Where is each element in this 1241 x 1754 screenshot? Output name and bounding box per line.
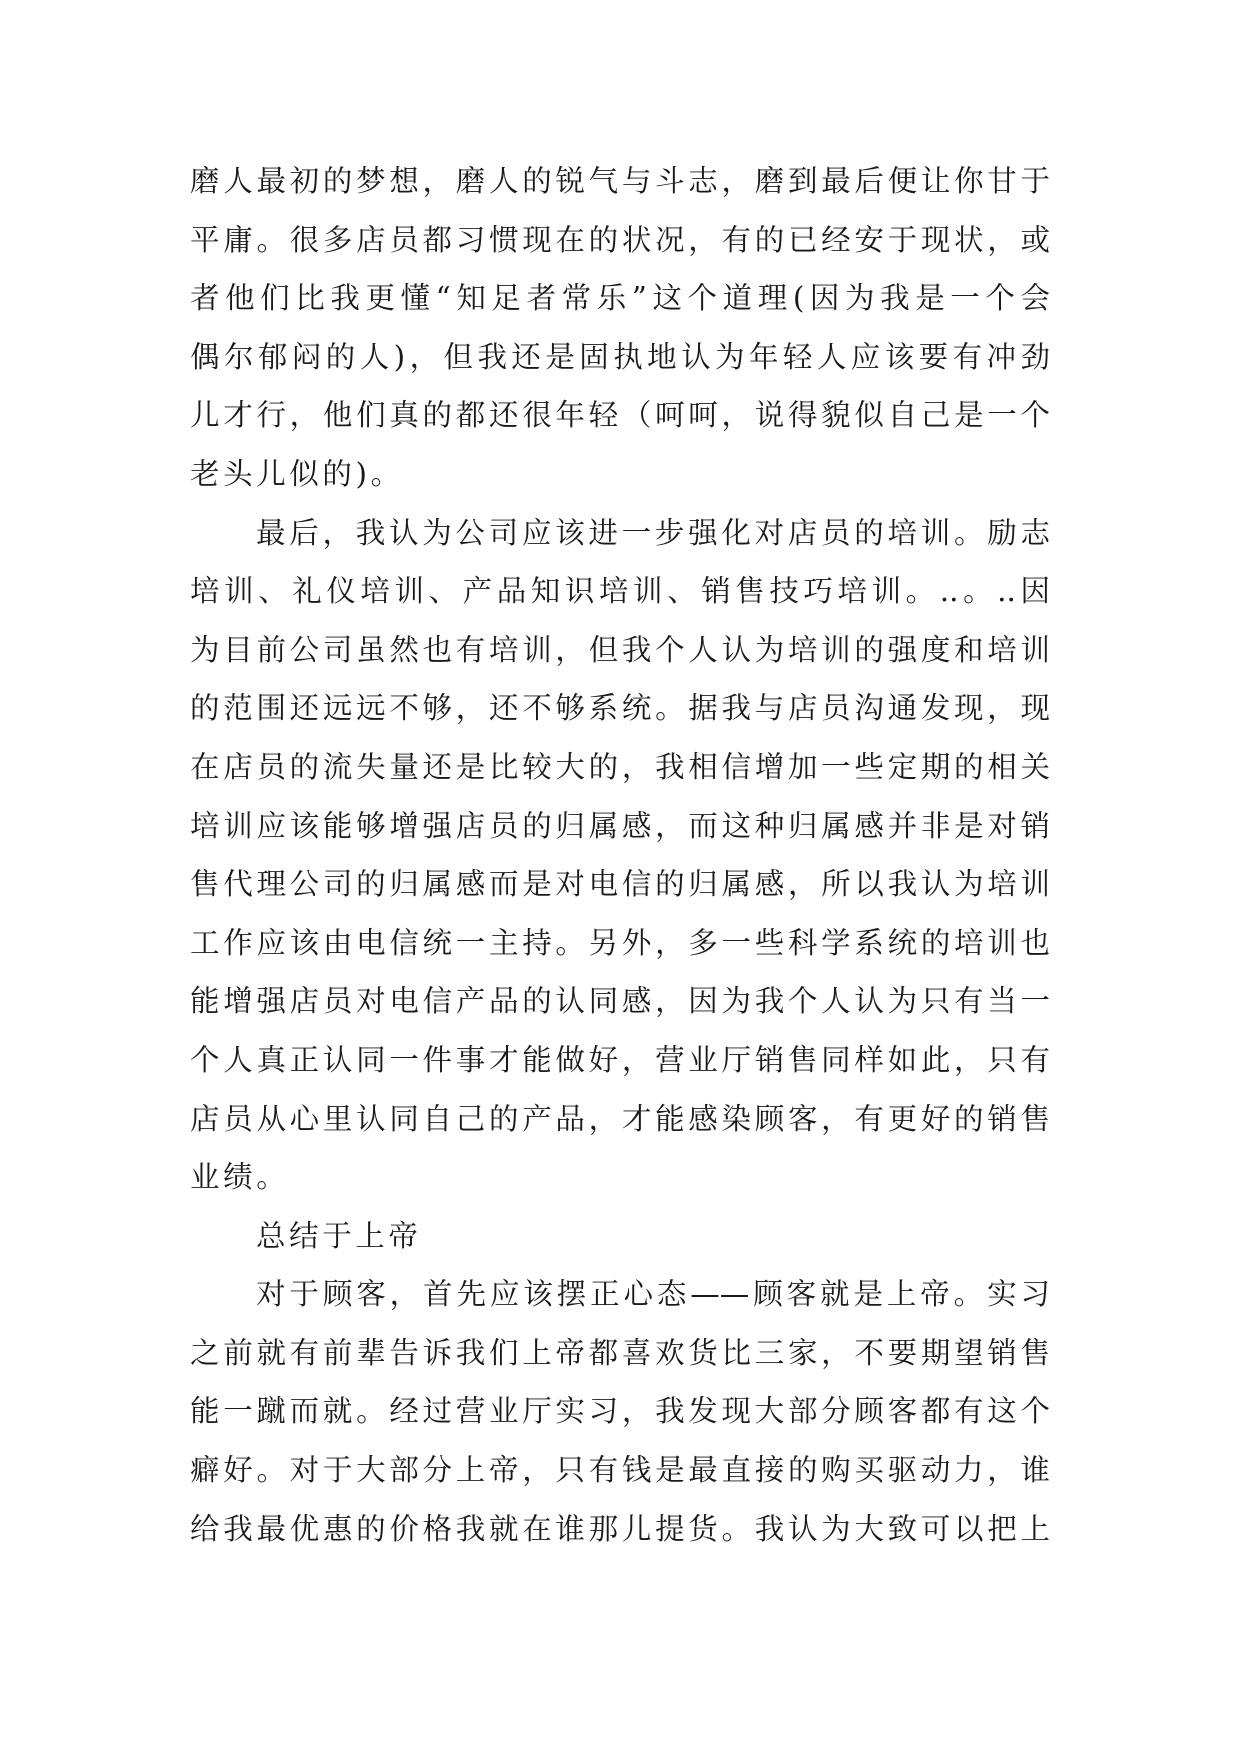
section-heading: 总结于上帝 xyxy=(256,1218,422,1253)
text-line: 偶尔郁闷的人)，但我还是固执地认为年轻人应该要有冲劲 xyxy=(190,339,1050,374)
text-line: 给我最优惠的价格我就在谁那儿提货。我认为大致可以把上 xyxy=(190,1511,1050,1546)
text-line: 平庸。很多店员都习惯现在的状况，有的已经安于现状，或 xyxy=(190,222,1050,257)
text-line: 能一蹴而就。经过营业厅实习，我发现大部分顾客都有这个 xyxy=(190,1394,1050,1429)
text-line: 业绩。 xyxy=(190,1160,290,1195)
text-line: 在店员的流失量还是比较大的，我相信增加一些定期的相关 xyxy=(190,749,1050,784)
paragraph-first-line: 最后，我认为公司应该进一步强化对店员的培训。励志 xyxy=(256,515,1050,550)
text-line: 儿才行，他们真的都还很年轻（呵呵，说得貌似自己是一个 xyxy=(190,398,1050,433)
text-line: 工作应该由电信统一主持。另外，多一些科学系统的培训也 xyxy=(190,925,1050,960)
text-line: 店员从心里认同自己的产品，才能感染顾客，有更好的销售 xyxy=(190,1101,1050,1136)
text-line: 培训、礼仪培训、产品知识培训、销售技巧培训。..。..因 xyxy=(190,574,1050,609)
text-line: 个人真正认同一件事才能做好，营业厅销售同样如此，只有 xyxy=(190,1042,1050,1077)
paragraph-first-line: 对于顾客，首先应该摆正心态——顾客就是上帝。实习 xyxy=(256,1277,1050,1312)
text-line: 之前就有前辈告诉我们上帝都喜欢货比三家，不要期望销售 xyxy=(190,1335,1050,1370)
text-line: 能增强店员对电信产品的认同感，因为我个人认为只有当一 xyxy=(190,984,1050,1019)
text-line: 老头儿似的)。 xyxy=(190,456,404,491)
text-line: 者他们比我更懂“知足者常乐”这个道理(因为我是一个会 xyxy=(190,281,1050,316)
text-line: 癖好。对于大部分上帝，只有钱是最直接的购买驱动力，谁 xyxy=(190,1453,1050,1488)
text-line: 的范围还远远不够，还不够系统。据我与店员沟通发现，现 xyxy=(190,691,1050,726)
text-line: 培训应该能够增强店员的归属感，而这种归属感并非是对销 xyxy=(190,808,1050,843)
text-line: 售代理公司的归属感而是对电信的归属感，所以我认为培训 xyxy=(190,867,1050,902)
text-line: 磨人最初的梦想，磨人的锐气与斗志，磨到最后便让你甘于 xyxy=(190,164,1050,198)
text-line: 为目前公司虽然也有培训，但我个人认为培训的强度和培训 xyxy=(190,632,1050,667)
body-text xyxy=(190,152,1050,1558)
